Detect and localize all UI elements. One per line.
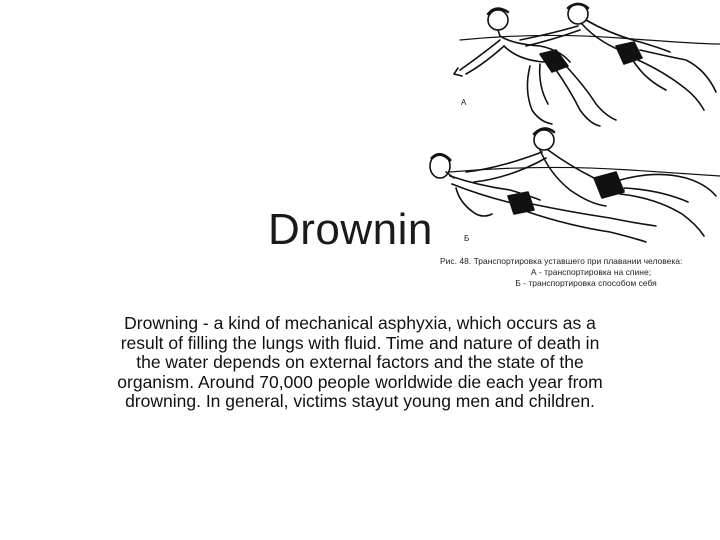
swimmer-rescue-illustration: [420, 0, 720, 290]
caption-line-3: Б - транспортировка способом себя: [515, 278, 657, 288]
figure-caption: [440, 256, 712, 289]
caption-line-1: Рис. 48. Транспортировка уставшего при плавании человека:: [440, 256, 683, 266]
figure-label-b: Б: [464, 234, 470, 243]
slide-title: Drownin: [268, 205, 433, 254]
figure-label-a: А: [461, 98, 467, 107]
slide-body-text: Drowning - a kind of mechanical asphyxia, which occurs as a result of filling the lungs with fluid. Time and nature of death in the water depends on external factors and the state of the organism. Around 70,000 people worldwide die each year from drowning. In general, victims stayut young men and children.: [117, 313, 603, 412]
caption-line-2: А - транспортировка на спине;: [530, 267, 652, 277]
